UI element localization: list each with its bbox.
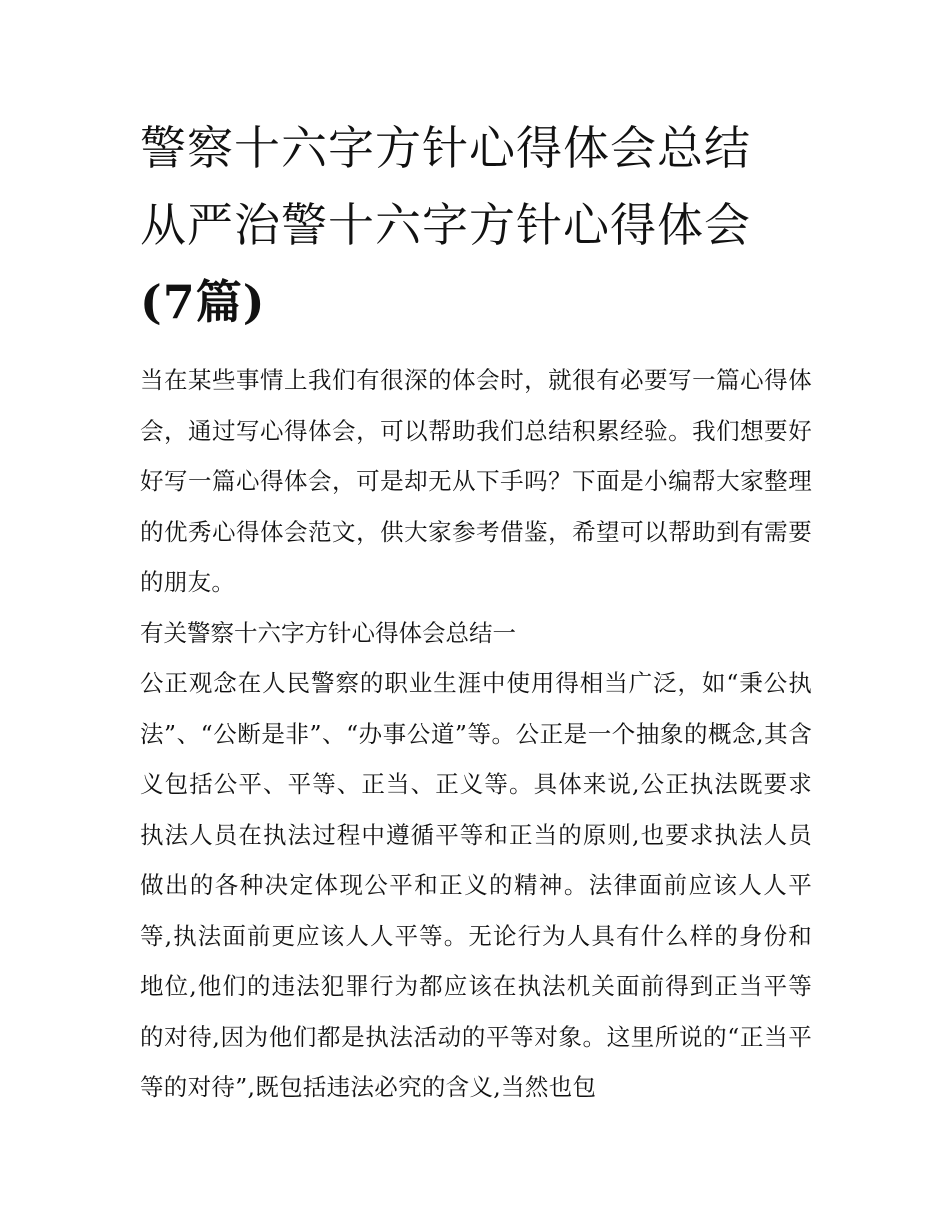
title-line-1: 警察十六字方针心得体会总结: [140, 121, 751, 175]
document-page: [140, 110, 812, 1113]
section-heading: 有关警察十六字方针心得体会总结一: [140, 618, 516, 647]
intro-paragraph: 当在某些事情上我们有很深的体会时，就很有必要写一篇心得体会，通过写心得体会，可以帮助我们总结积累经验。我们想要好好写一篇心得体会，可是却无从下手吗？下面是小编帮大家整理的优秀心得体会范文，供大家参考借鉴，希望可以帮助到有需要的朋友。: [140, 366, 812, 596]
body-paragraph: 公正观念在人民警察的职业生涯中使用得相当广泛，如“秉公执法”、“公断是非”、“办事公道”等。公正是一个抽象的概念,其含义包括公平、平等、正当、正义等。具体来说,公正执法既要求执法人员在执法过程中遵循平等和正当的原则,也要求执法人员做出的各种决定体现公平和正义的精神。法律面前应该人人平等,执法面前更应该人人平等。无论行为人具有什么样的身份和地位,他们的违法犯罪行为都应该在执法机关面前得到正当平等的对待,因为他们都是执法活动的平等对象。这里所说的“正当平等的对待”,既包括违法必究的含义,当然也包: [140, 669, 812, 1101]
title-line-3: (7篇): [140, 275, 266, 329]
title-line-2: 从严治警十六字方针心得体会: [140, 198, 751, 252]
document-title: [140, 110, 812, 341]
